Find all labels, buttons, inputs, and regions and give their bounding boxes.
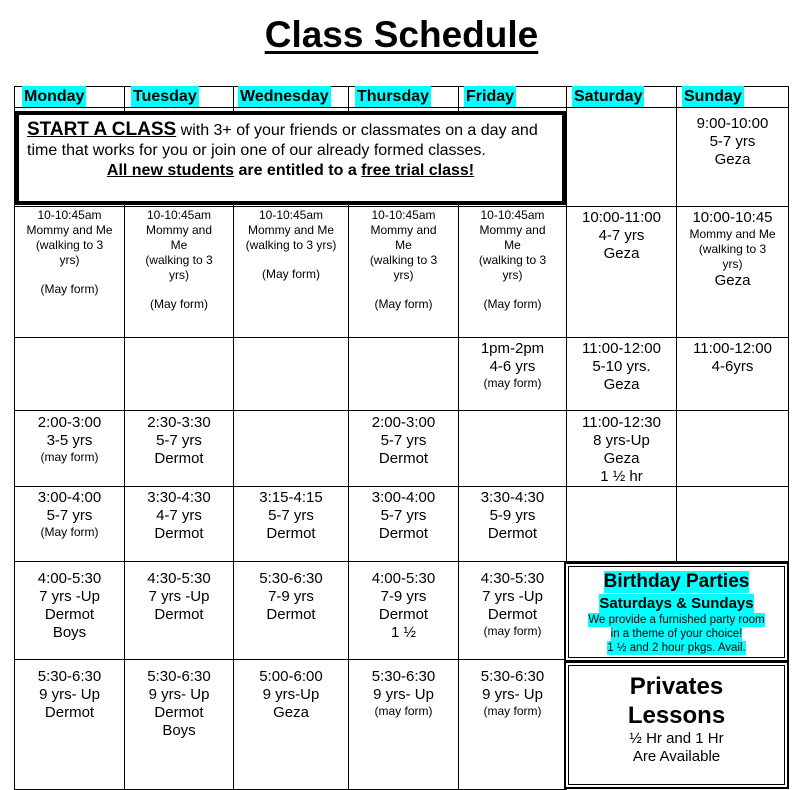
monday-class-3pm: 3:00-4:00 5-7 yrs (May form) — [37, 489, 102, 539]
tuesday-class-330pm: 3:30-4:30 4-7 yrs Dermot — [147, 489, 211, 542]
new-students-text: All new students — [106, 162, 235, 179]
header-saturday: Saturday — [574, 88, 643, 105]
header-wednesday: Wednesday — [240, 88, 329, 105]
thursday-class-2pm: 2:00-3:00 5-7 yrs Dermot — [371, 414, 436, 467]
privates-title-1: Privates — [629, 673, 724, 700]
privates-title-2: Lessons — [627, 702, 726, 729]
entitled-text: are entitled to a — [234, 162, 362, 179]
friday-class-430pm: 4:30-5:30 7 yrs -Up Dermot (may form) — [480, 570, 545, 638]
friday-class-1pm: 1pm-2pm 4-6 yrs (may form) — [480, 340, 545, 390]
birthday-desc-3: 1 ½ and 2 hour pkgs. Avail. — [607, 642, 746, 654]
header-thursday: Thursday — [357, 88, 430, 105]
header-sunday: Sunday — [684, 88, 742, 105]
monday-class-4pm: 4:00-5:30 7 yrs -Up Dermot Boys — [37, 570, 102, 641]
sunday-class-11am: 11:00-12:00 4-6yrs — [693, 340, 772, 375]
birthday-parties-box — [565, 563, 788, 661]
wednesday-mommy-and-me: 10-10:45am Mommy and Me (walking to 3 yrs) (May form) — [245, 208, 337, 281]
thursday-mommy-and-me: 10-10:45am Mommy and Me (walking to 3 yrs) (May form) — [369, 208, 438, 311]
friday-class-530pm: 5:30-6:30 9 yrs- Up (may form) — [480, 668, 545, 718]
tuesday-mommy-and-me: 10-10:45am Mommy and Me (walking to 3 yrs) (May form) — [145, 208, 213, 311]
tuesday-class-530pm: 5:30-6:30 9 yrs- Up Dermot Boys — [147, 668, 211, 739]
monday-class-530pm: 5:30-6:30 9 yrs- Up Dermot — [37, 668, 102, 721]
sunday-class-9am: 9:00-10:00 5-7 yrs Geza — [696, 115, 769, 168]
thursday-class-530pm: 5:30-6:30 9 yrs- Up (may form) — [371, 668, 436, 718]
wednesday-class-5pm: 5:00-6:00 9 yrs-Up Geza — [259, 668, 323, 721]
birthday-days: Saturdays & Sundays — [599, 595, 754, 612]
start-a-class-heading: START A CLASS — [27, 119, 177, 140]
start-a-class-text: with 3+ of your friends or classmates on a day and time that works for you or join one of our already formed classes. — [27, 122, 538, 159]
monday-mommy-and-me: 10-10:45am Mommy and Me (walking to 3 yrs) (May form) — [26, 208, 113, 296]
page-title: Class Schedule — [264, 14, 539, 55]
saturday-class-10am: 10:00-11:00 4-7 yrs Geza — [582, 209, 661, 262]
header-monday: Monday — [24, 88, 85, 105]
birthday-title: Birthday Parties — [603, 571, 750, 592]
birthday-desc-2: in a theme of your choice! — [610, 628, 743, 640]
tuesday-class-230pm: 2:30-3:30 5-7 yrs Dermot — [147, 414, 211, 467]
privates-desc-2: Are Available — [632, 748, 721, 765]
birthday-desc-1: We provide a furnished party room — [588, 614, 765, 626]
start-a-class-box — [15, 111, 566, 205]
thursday-class-4pm: 4:00-5:30 7-9 yrs Dermot 1 ½ — [371, 570, 436, 641]
friday-class-330pm: 3:30-4:30 5-9 yrs Dermot — [480, 489, 545, 542]
wednesday-class-530pm: 5:30-6:30 7-9 yrs Dermot — [259, 570, 323, 623]
wednesday-class-315pm: 3:15-4:15 5-7 yrs Dermot — [259, 489, 323, 542]
private-lessons-box — [565, 662, 788, 788]
header-friday: Friday — [466, 88, 515, 105]
privates-desc-1: ½ Hr and 1 Hr — [629, 730, 724, 747]
tuesday-class-430pm: 4:30-5:30 7 yrs -Up Dermot — [147, 570, 211, 623]
thursday-class-3pm: 3:00-4:00 5-7 yrs Dermot — [371, 489, 436, 542]
saturday-class-1100-1230: 11:00-12:30 8 yrs-Up Geza 1 ½ hr — [582, 414, 661, 485]
friday-mommy-and-me: 10-10:45am Mommy and Me (walking to 3 yrs) (May form) — [478, 208, 547, 311]
header-tuesday: Tuesday — [133, 88, 197, 105]
saturday-class-11am: 11:00-12:00 5-10 yrs. Geza — [582, 340, 661, 393]
sunday-mommy-and-me: 10:00-10:45 Mommy and Me (walking to 3 yrs) Geza — [689, 209, 776, 289]
free-trial-text: free trial class! — [361, 162, 475, 179]
monday-class-2pm: 2:00-3:00 3-5 yrs (may form) — [37, 414, 102, 464]
